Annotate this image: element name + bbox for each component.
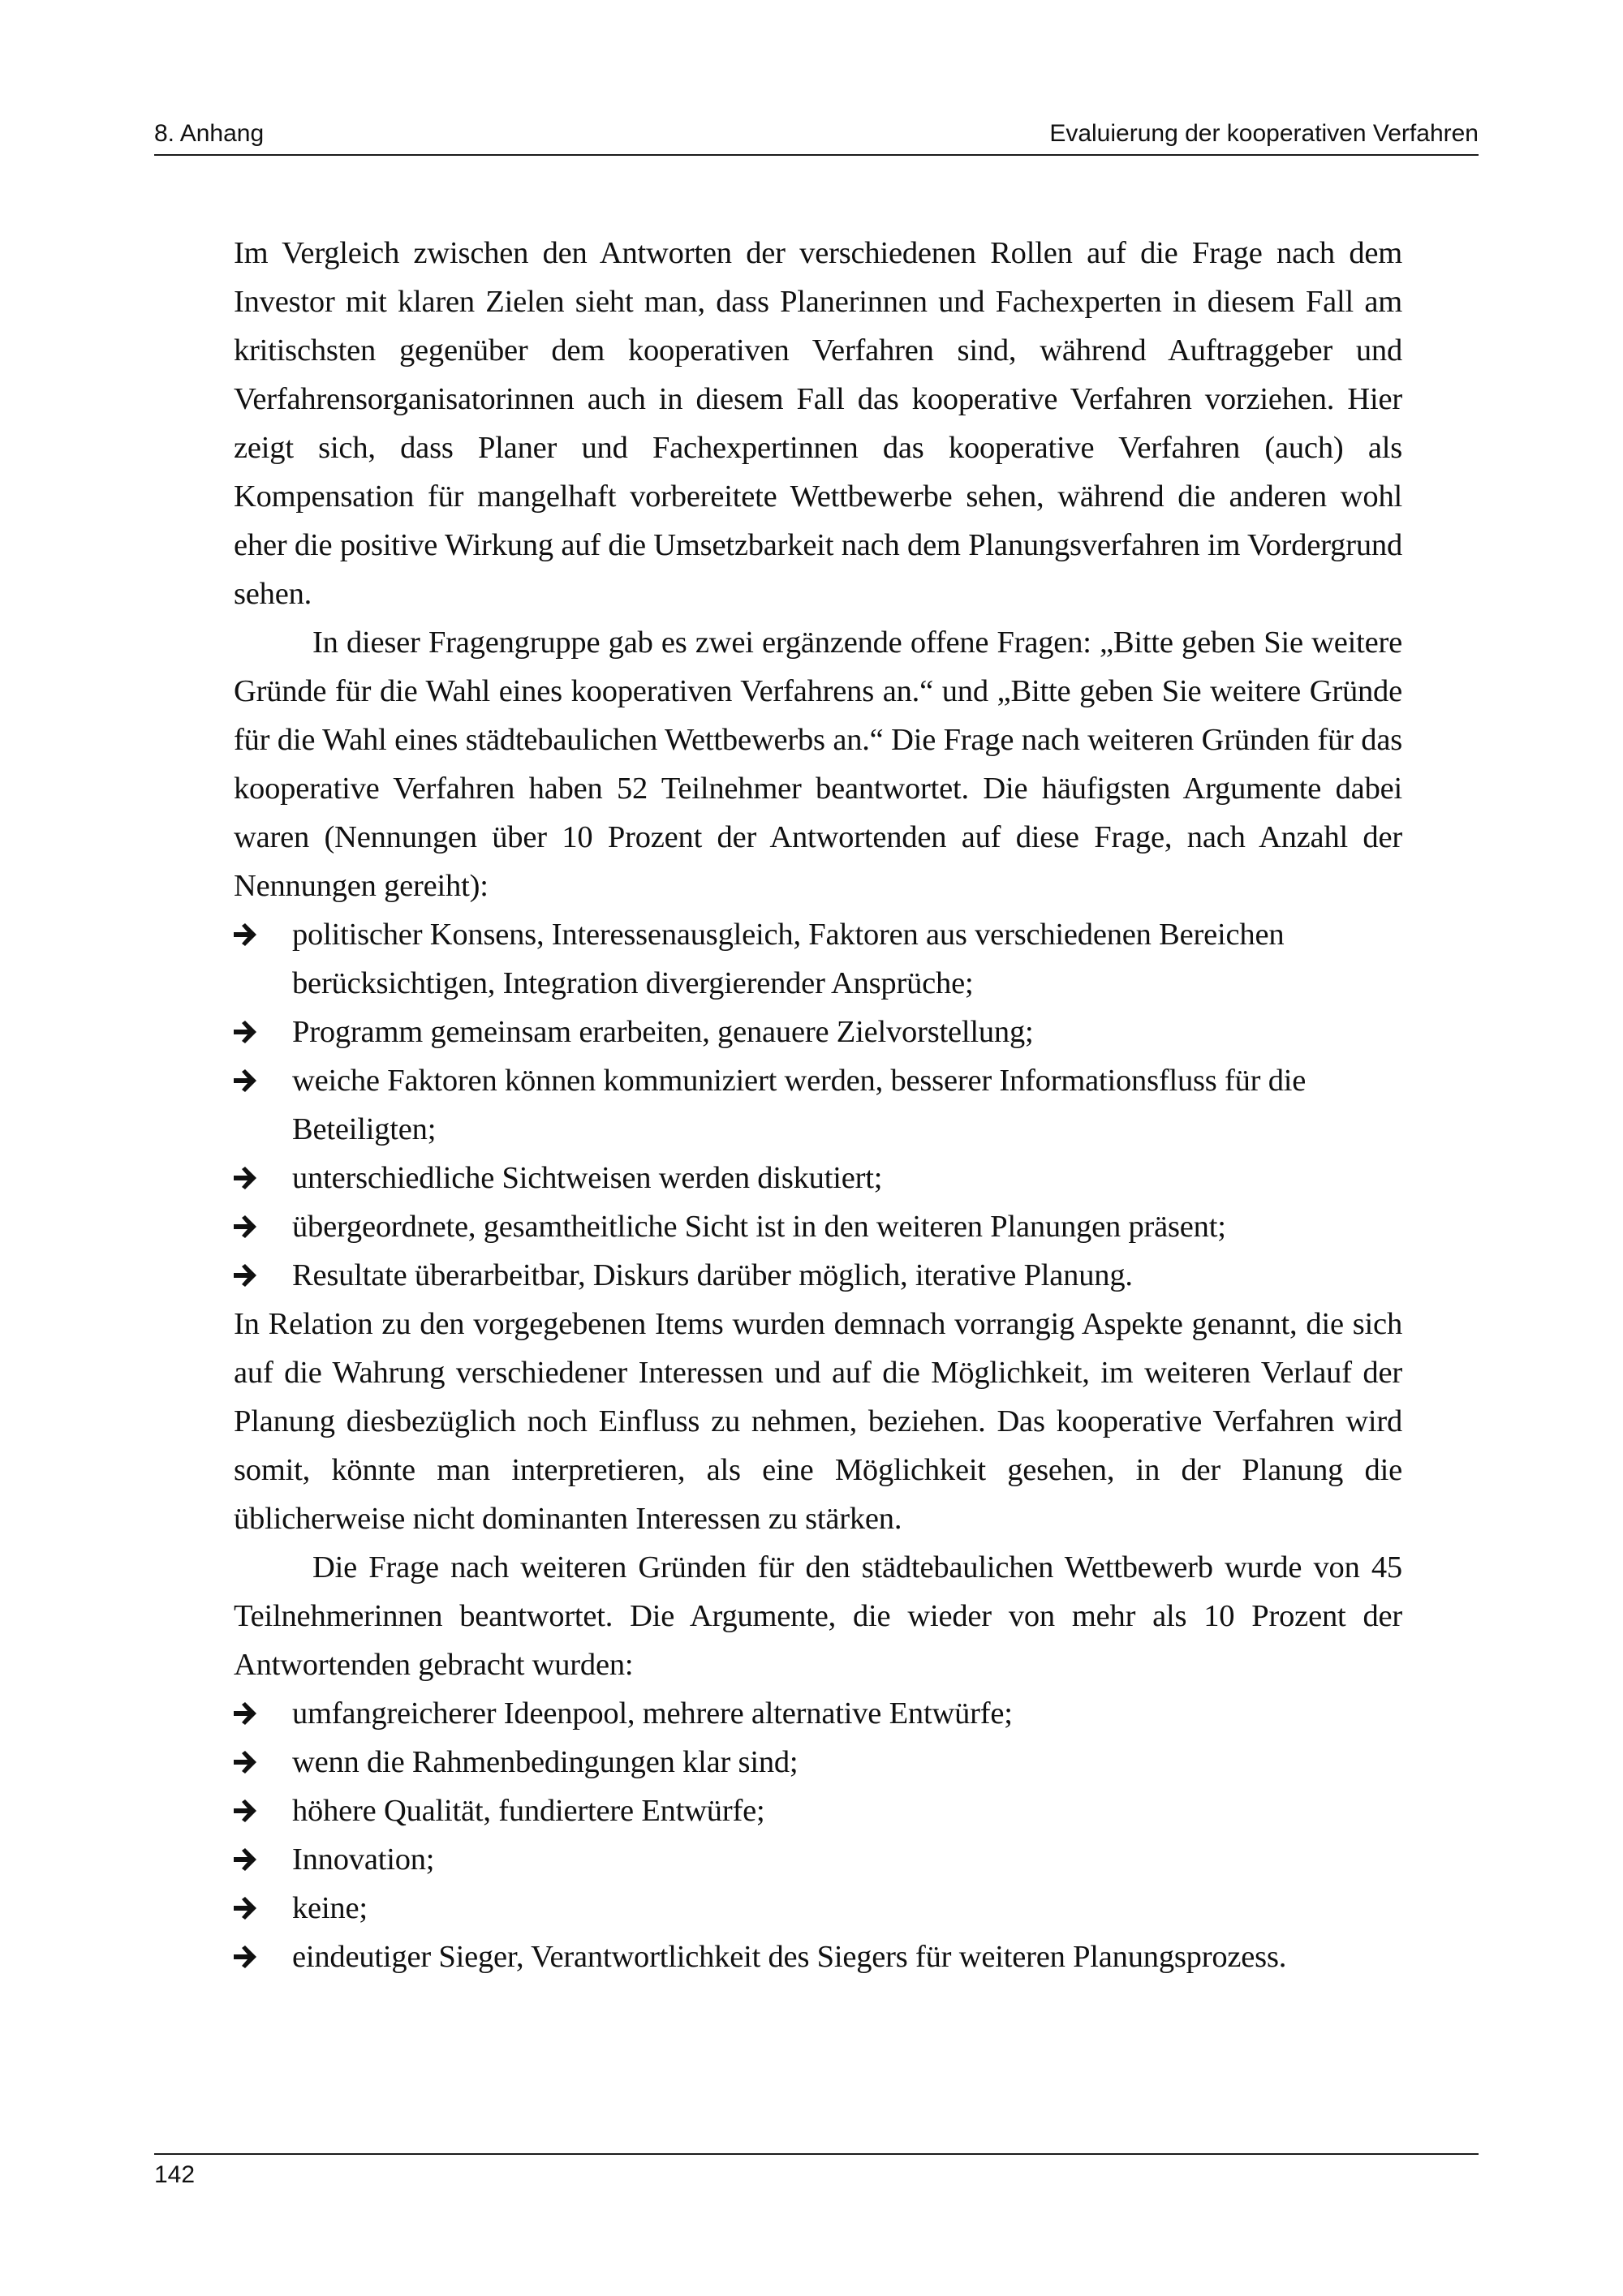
list-item [234,1884,1402,1933]
list-item-text: Innovation; [292,1842,435,1877]
page-header [154,114,1479,156]
list-item-text: übergeordnete, gesamtheitliche Sicht ist in den weiteren Planungen präsent; [292,1210,1226,1244]
arrow-right-icon [234,1154,266,1202]
list-item-text: unterschiedliche Sichtweisen werden diskutiert; [292,1161,883,1195]
list-item [234,1202,1402,1251]
page-footer [154,2153,1479,2195]
list-item [234,1056,1402,1154]
arrow-right-icon [234,1056,266,1105]
list-item [234,1154,1402,1202]
arrow-right-icon [234,1738,266,1786]
list-item-text: höhere Qualität, fundiertere Entwürfe; [292,1794,765,1828]
arrow-right-icon [234,1835,266,1884]
paragraph: In dieser Fragengruppe gab es zwei ergänzende offene Fragen: „Bitte geben Sie weitere Gründe für die Wahl eines kooperativen Verfahrens an.“ und „Bitte geben Sie weitere Gründe für die Wahl eines städtebaulichen Wettbewerbs an.“ Die Frage nach weiteren Gründen für das kooperative Verfahren haben 52 Teilnehmer beantwortet. Die häufigsten Argumente dabei waren (Nennungen über 10 Prozent der Antwortenden auf diese Frage, nach Anzahl der Nennungen gereiht): [234,626,1402,903]
list-item-text: weiche Faktoren können kommuniziert werden, besserer Informationsfluss für die Beteiligten; [292,1064,1307,1146]
arrow-right-icon [234,1689,266,1738]
list-item [234,1251,1402,1300]
bullet-list-competition-reasons [234,1689,1402,1981]
list-item [234,1738,1402,1786]
list-item [234,1835,1402,1884]
list-item [234,1689,1402,1738]
arrow-right-icon [234,1933,266,1981]
list-item [234,1786,1402,1835]
list-item-text: umfangreicherer Ideenpool, mehrere alternative Entwürfe; [292,1696,1013,1731]
list-item-text: Programm gemeinsam erarbeiten, genauere Zielvorstellung; [292,1015,1034,1049]
arrow-right-icon [234,910,266,959]
arrow-right-icon [234,1008,266,1056]
arrow-right-icon [234,1202,266,1251]
list-item [234,1008,1402,1056]
paragraph: Im Vergleich zwischen den Antworten der verschiedenen Rollen auf die Frage nach dem Investor mit klaren Zielen sieht man, dass Planerinnen und Fachexperten in diesem Fall am kritischsten gegenüber dem kooperativen Verfahren sind, während Auftraggeber und Verfahrensorganisatorinnen auch in diesem Fall das kooperative Verfahren vorziehen. Hier zeigt sich, dass Planer und Fachexpertinnen das kooperative Verfahren (auch) als Kompensation für mangelhaft vorbereitete Wettbewerbe sehen, während die anderen wohl eher die positive Wirkung auf die Umsetzbarkeit nach dem Planungsverfahren im Vordergrund sehen. [234,236,1402,611]
list-item-text: eindeutiger Sieger, Verantwortlichkeit des Siegers für weiteren Planungsprozess. [292,1940,1287,1974]
running-header-section: Evaluierung der kooperativen Verfahren [1049,120,1479,147]
page-number: 142 [154,2161,196,2188]
paragraph: In Relation zu den vorgegebenen Items wurden demnach vorrangig Aspekte genannt, die sich auf die Wahrung verschiedener Interessen und auf die Möglichkeit, im weiteren Verlauf der Planung diesbezüglich noch Einfluss zu nehmen, beziehen. Das kooperative Verfahren wird somit, könnte man interpretieren, als eine Möglichkeit gesehen, in der Planung die üblicherweise nicht dominanten Interessen zu stärken. [234,1307,1402,1536]
list-item [234,910,1402,1008]
body-text [234,229,1402,1981]
arrow-right-icon [234,1884,266,1933]
list-item [234,1933,1402,1981]
arrow-right-icon [234,1251,266,1300]
list-item-text: politischer Konsens, Interessenausgleich, Faktoren aus verschiedenen Bereichen berücksichtigen, Integration divergierender Ansprüche; [292,918,1285,1000]
list-item-text: wenn die Rahmenbedingungen klar sind; [292,1745,799,1779]
paragraph: Die Frage nach weiteren Gründen für den städtebaulichen Wettbewerb wurde von 45 Teilnehmerinnen beantwortet. Die Argumente, die wieder von mehr als 10 Prozent der Antwortenden gebracht wurden: [234,1550,1402,1682]
list-item-text: Resultate überarbeitbar, Diskurs darüber möglich, iterative Planung. [292,1258,1133,1292]
list-item-text: keine; [292,1891,368,1925]
running-header-chapter: 8. Anhang [154,120,265,147]
bullet-list-cooperative-reasons [234,910,1402,1300]
arrow-right-icon [234,1786,266,1835]
